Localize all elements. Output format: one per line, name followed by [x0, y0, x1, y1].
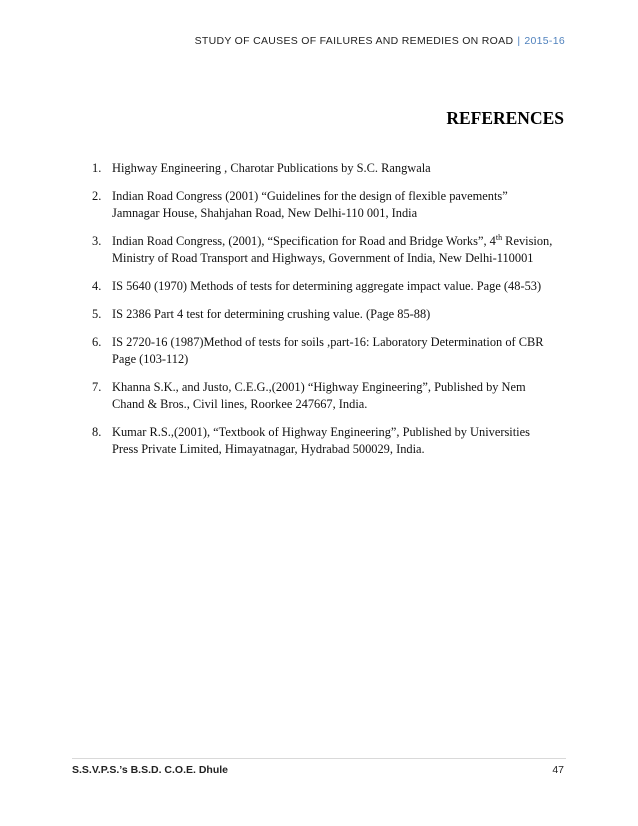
running-header	[195, 35, 565, 47]
reference-list	[92, 160, 572, 469]
reference-item-4	[92, 278, 572, 295]
reference-line: Indian Road Congress (2001) “Guidelines for the design of flexible pavements”	[112, 189, 508, 203]
reference-line: IS 2386 Part 4 test for determining crushing value. (Page 85-88)	[112, 307, 431, 321]
header-year: 2015-16	[524, 35, 565, 47]
reference-item-7	[92, 379, 572, 413]
reference-item-3	[92, 233, 572, 267]
reference-text: Indian Road Congress, (2001), “Specification for Road and Bridge Works”, 4	[112, 234, 496, 248]
reference-line: IS 5640 (1970) Methods of tests for determining aggregate impact value. Page (48-53)	[112, 279, 542, 293]
reference-line: Page (103-112)	[112, 352, 189, 366]
reference-number: 6.	[92, 335, 102, 349]
reference-item-1	[92, 160, 572, 177]
reference-line: Jamnagar House, Shahjahan Road, New Delhi-110 001, India	[112, 206, 418, 220]
ordinal-superscript: th	[495, 232, 503, 242]
reference-number: 8.	[92, 425, 102, 439]
page-title: REFERENCES	[446, 108, 564, 128]
reference-number: 7.	[92, 380, 102, 394]
reference-line	[112, 233, 572, 250]
reference-number: 5.	[92, 307, 102, 321]
reference-line: Ministry of Road Transport and Highways, Government of India, New Delhi-110001	[112, 251, 534, 265]
reference-line: IS 2720-16 (1987)Method of tests for soils ,part-16: Laboratory Determination of CBR	[112, 335, 544, 349]
reference-number: 2.	[92, 189, 102, 203]
footer-institution: S.S.V.P.S.’s B.S.D. C.O.E. Dhule	[72, 764, 228, 776]
reference-item-5	[92, 306, 572, 323]
page-number: 47	[552, 764, 564, 776]
header-separator: |	[517, 35, 521, 47]
reference-line: Highway Engineering , Charotar Publications by S.C. Rangwala	[112, 161, 431, 175]
header-title: STUDY OF CAUSES OF FAILURES AND REMEDIES ON ROAD	[194, 35, 514, 47]
reference-item-6	[92, 334, 572, 368]
reference-number: 3.	[92, 234, 102, 248]
reference-number: 1.	[92, 161, 102, 175]
footer-divider	[72, 758, 566, 759]
reference-line: Chand & Bros., Civil lines, Roorkee 247667, India.	[112, 397, 368, 411]
reference-item-8	[92, 424, 572, 458]
reference-item-2	[92, 188, 572, 222]
reference-number: 4.	[92, 279, 102, 293]
reference-line: Khanna S.K., and Justo, C.E.G.,(2001) “Highway Engineering”, Published by Nem	[112, 380, 526, 394]
reference-line: Kumar R.S.,(2001), “Textbook of Highway Engineering”, Published by Universities	[112, 425, 530, 439]
reference-line: Press Private Limited, Himayatnagar, Hydrabad 500029, India.	[112, 442, 425, 456]
reference-text: Revision,	[502, 234, 553, 248]
